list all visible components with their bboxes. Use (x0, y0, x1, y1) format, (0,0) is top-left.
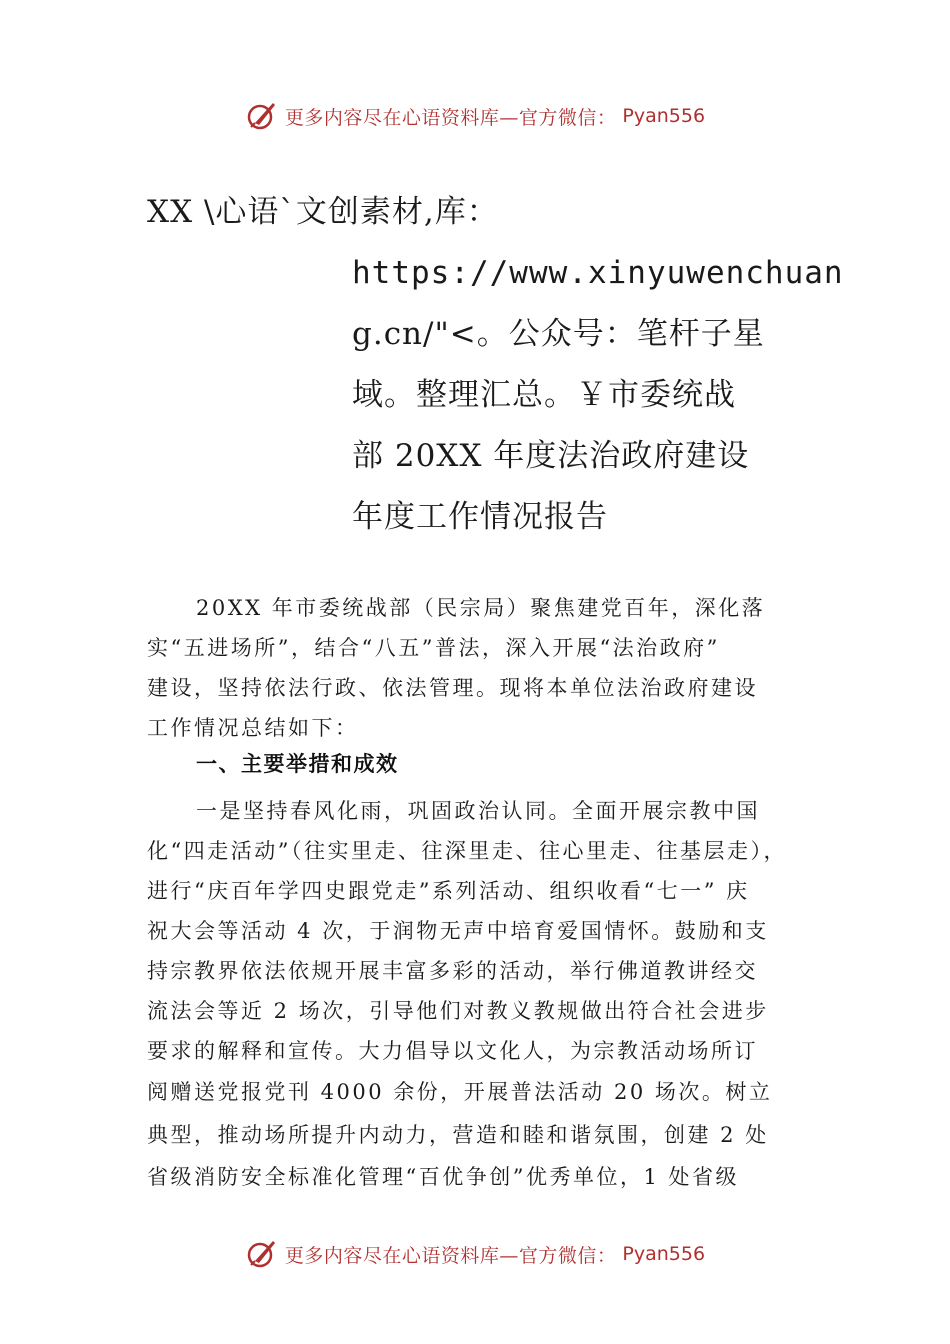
footer-banner (0, 1232, 950, 1276)
body-line: 一是坚持春风化雨，巩固政治认同。全面开展宗教中国 (196, 799, 760, 823)
intro-line: 20XX 年市委统战部（民宗局）聚焦建党百年，深化落 (196, 596, 766, 620)
intro-line: 实“五进场所”，结合“八五”普法，深入开展“法治政府” (147, 636, 720, 660)
banner-text: 更多内容尽在心语资料库—官方微信： (284, 106, 617, 129)
intro-line: 建设，坚持依法行政、依法管理。现将本单位法治政府建设 (147, 676, 758, 700)
title-line-5: 部 20XX 年度法治政府建设 (352, 438, 750, 474)
body-line: 祝大会等活动 4 次，于润物无声中培育爱国情怀。鼓励和支 (147, 919, 769, 943)
banner-text: 更多内容尽在心语资料库—官方微信： (284, 1244, 617, 1267)
body-line: 化“四走活动”（往实里走、往深里走、往心里走、往基层走）， (147, 839, 787, 863)
title-line-3: g.cn/"<。公众号：笔杆子星 (352, 316, 765, 352)
title-line-4: 域。整理汇总。￥市委统战 (352, 377, 736, 413)
body-line: 要求的解释和宣传。大力倡导以文化人，为宗教活动场所订 (147, 1039, 758, 1063)
body-line: 进行“庆百年学四史跟党走”系列活动、组织收看“七一” 庆 (147, 879, 750, 903)
section-heading: 一、主要举措和成效 (196, 752, 399, 776)
body-line: 省级消防安全标准化管理“百优争创”优秀单位，1 处省级 (147, 1165, 740, 1189)
body-line: 典型，推动场所提升内动力，营造和睦和谐氛围，创建 2 处 (147, 1123, 769, 1147)
quill-logo-icon (245, 99, 279, 133)
body-line: 持宗教界依法依规开展丰富多彩的活动，举行佛道教讲经交 (147, 959, 758, 983)
body-line: 流法会等近 2 场次，引导他们对教义教规做出符合社会进步 (147, 999, 769, 1023)
header-banner (0, 94, 950, 138)
intro-line: 工作情况总结如下： (147, 716, 359, 740)
banner-wechat-id: Pyan556 (622, 105, 706, 127)
banner-wechat-id: Pyan556 (622, 1243, 706, 1265)
title-line-6: 年度工作情况报告 (352, 499, 608, 535)
title-line-2: https://www.xinyuwenchuan (352, 255, 844, 291)
title-line-1: XX \心语`文创素材,库： (147, 194, 499, 230)
body-line: 阅赠送党报党刊 4000 余份，开展普法活动 20 场次。树立 (147, 1080, 773, 1104)
quill-logo-icon (245, 1237, 279, 1271)
